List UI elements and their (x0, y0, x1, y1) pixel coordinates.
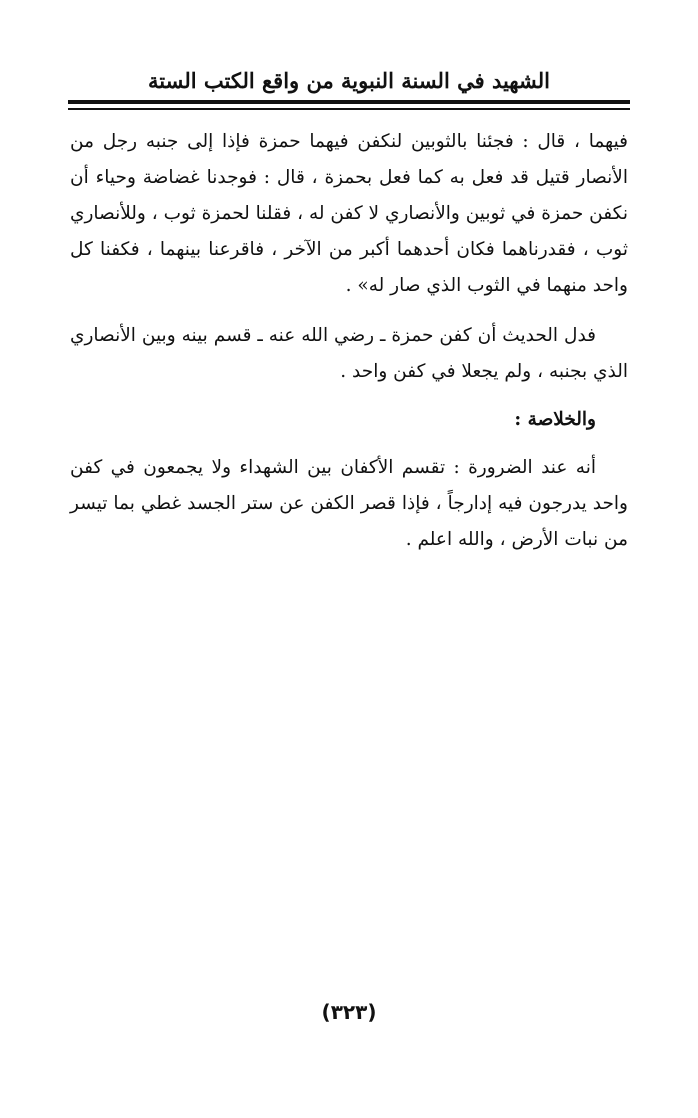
paragraph-summary: أنه عند الضرورة : تقسم الأكفان بين الشهداء ولا يجمعون في كفن واحد يدرجون فيه إدارجاً ، فإذا قصر الكفن عن ستر الجسد غطي بما تيسر من نبات الأرض ، والله اعلم . (70, 457, 628, 550)
paragraph-inference: فدل الحديث أن كفن حمزة ـ رضي الله عنه ـ قسم بينه وبين الأنصاري الذي بجنبه ، ولم يجعلا في كفن واحد . (70, 325, 628, 382)
header-rule-thin (68, 108, 630, 110)
paragraph-hadith-continuation: فيهما ، قال : فجئنا بالثوبين لنكفن فيهما حمزة فإذا إلى جنبه رجل من الأنصار قتيل قد فعل به كما فعل بحمزة ، قال : فوجدنا غضاضة وحياء أن نكفن حمزة في ثوبين والأنصاري لا كفن له ، فقلنا لحمزة ثوب ، وللأنصاري ثوب ، فقدرناهما فكان أحدهما أكبر من الآخر ، فاقرعنا بينهما ، فكفنا كل واحد منهما في الثوب الذي صار له» . (70, 131, 628, 296)
running-header: الشهيد في السنة النبوية من واقع الكتب الستة (148, 68, 550, 93)
summary-heading: والخلاصة : (514, 409, 596, 430)
page-number: (٣٢٣) (321, 1000, 377, 1024)
body-text (70, 124, 628, 558)
header-rule-thick (68, 100, 630, 104)
